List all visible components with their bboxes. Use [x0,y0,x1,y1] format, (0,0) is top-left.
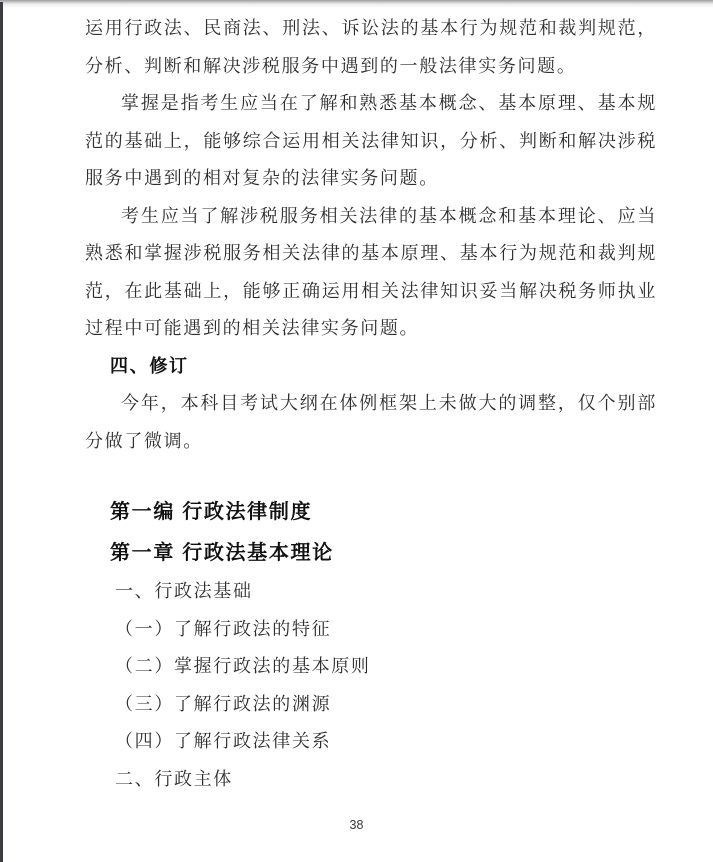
page-number: 38 [349,818,364,832]
continuation-paragraph: 运用行政法、民商法、刑法、诉讼法的基本行为规范和裁判规范，分析、判断和解决涉税服务中遇到的一般法律实务问题。 [85,18,657,76]
chapter-one-heading: 第一章 行政法基本理论 [110,542,334,564]
page-content [85,10,657,798]
page-top-edge [0,0,713,8]
page-left-edge [0,2,3,862]
paragraph-revision: 今年，本科目考试大纲在体例框架上未做大的调整，仅个别部分做了微调。 [85,393,657,451]
outline-item-1: 一、行政法基础 [115,581,253,601]
part-one-heading: 第一编 行政法律制度 [110,501,313,523]
section-heading-revision: 四、修订 [110,355,189,376]
outline-item-1-2: （二）掌握行政法的基本原则 [115,656,371,676]
outline-item-1-1: （一）了解行政法的特征 [115,618,332,639]
outline-item-1-4: （四）了解行政法律关系 [115,731,332,751]
outline-item-1-3: （三）了解行政法的渊源 [115,693,332,714]
paragraph-candidate-requirements: 考生应当了解涉税服务相关法律的基本概念和基本理论、应当熟悉和掌握涉税服务相关法律的基本原理、基本行为规范和裁判规范，在此基础上，能够正确运用相关法律知识妥当解决税务师执业过程中可能遇到的相关法律实务问题。 [85,205,657,338]
paragraph-mastery: 掌握是指考生应当在了解和熟悉基本概念、基本原理、基本规范的基础上，能够综合运用相关法律知识，分析、判断和解决涉税服务中遇到的相对复杂的法律实务问题。 [85,93,657,188]
outline-item-2: 二、行政主体 [115,768,233,789]
